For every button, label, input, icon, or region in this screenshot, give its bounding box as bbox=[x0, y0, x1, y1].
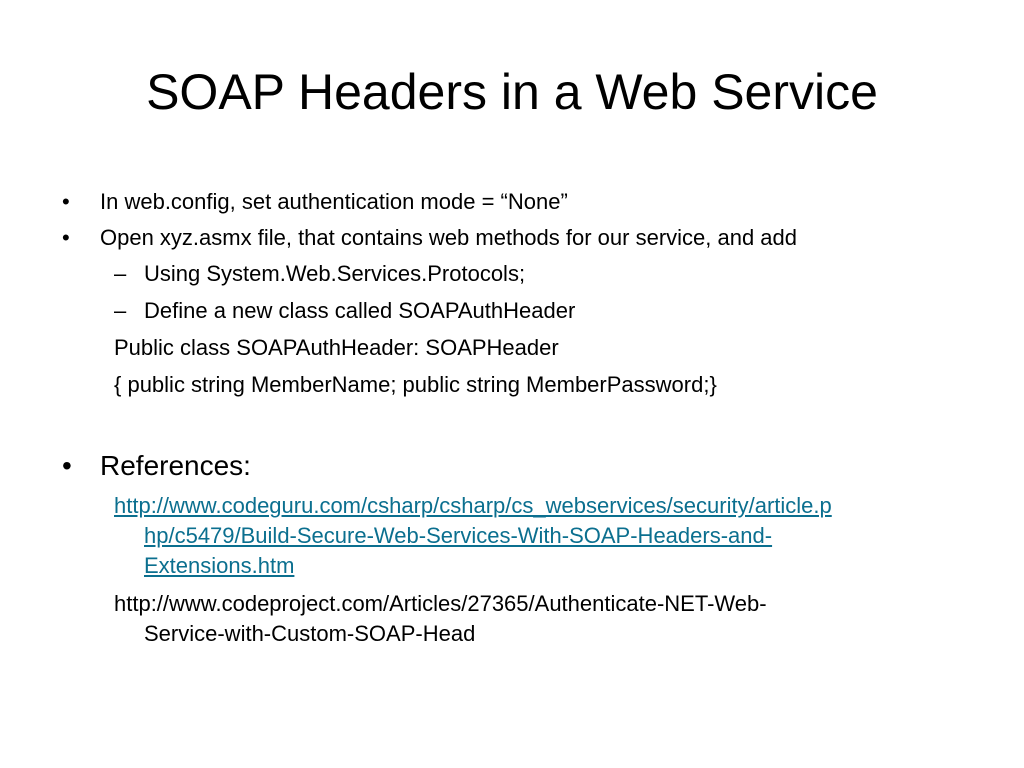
subitem-marker: – bbox=[114, 261, 127, 286]
subitem-text-define-class: Define a new class called SOAPAuthHeader bbox=[144, 298, 576, 323]
reference-text-codeproject: http://www.codeproject.com/Articles/27365/Authenticate-NET-Web- bbox=[114, 591, 767, 616]
code-line-class-declaration: Public class SOAPAuthHeader: SOAPHeader bbox=[114, 335, 559, 360]
slide-title: SOAP Headers in a Web Service bbox=[146, 64, 878, 120]
code-line-class-body: { public string MemberName; public string MemberPassword;} bbox=[114, 372, 717, 397]
bullet-marker: • bbox=[62, 225, 70, 250]
subitem-text-using-protocols: Using System.Web.Services.Protocols; bbox=[144, 261, 526, 286]
bullet-text-web-config: In web.config, set authentication mode = “None” bbox=[100, 189, 568, 214]
reference-link-codeguru[interactable]: hp/c5479/Build-Secure-Web-Services-With-SOAP-Headers-and- bbox=[144, 523, 773, 548]
bullet-marker: • bbox=[62, 189, 70, 214]
reference-link-codeguru[interactable]: http://www.codeguru.com/csharp/csharp/cs_webservices/security/article.p bbox=[114, 493, 832, 518]
subitem-marker: – bbox=[114, 298, 127, 323]
bullet-text-open-asmx: Open xyz.asmx file, that contains web methods for our service, and add bbox=[100, 225, 798, 250]
references-heading: References: bbox=[100, 450, 251, 481]
reference-link-codeguru[interactable]: Extensions.htm bbox=[144, 553, 295, 578]
reference-text-codeproject: Service-with-Custom-SOAP-Head bbox=[144, 621, 476, 646]
bullet-marker: • bbox=[62, 450, 72, 481]
